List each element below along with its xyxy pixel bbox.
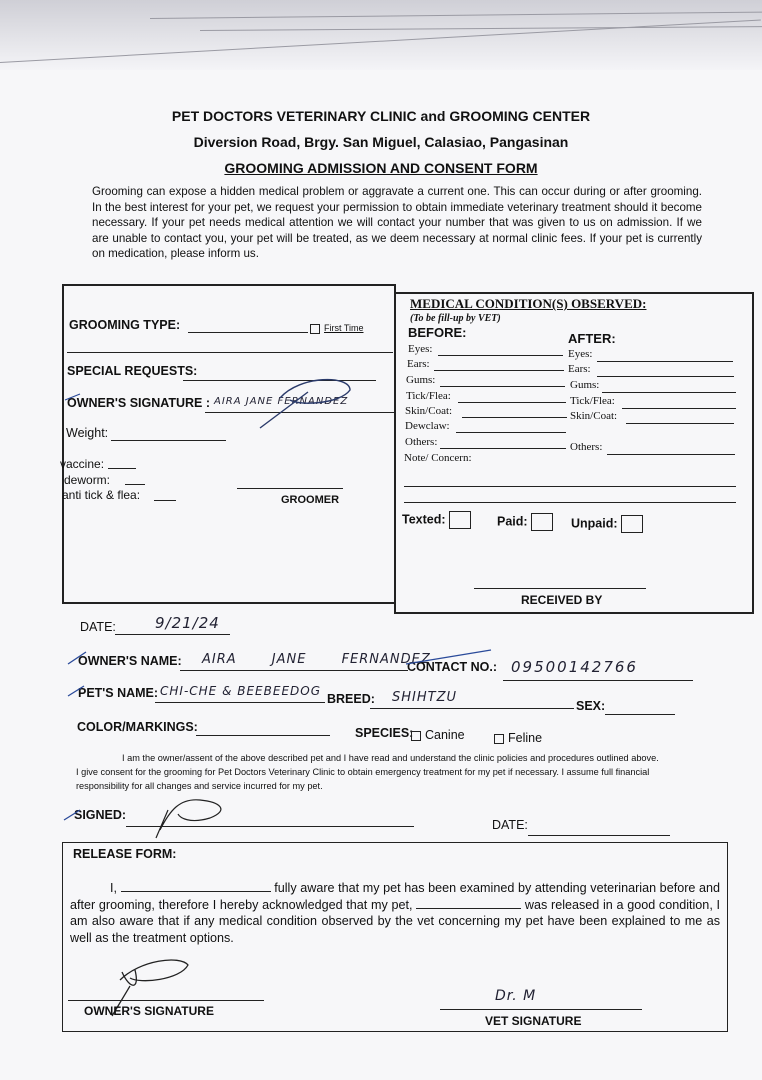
date-value: 9/21/24 xyxy=(155,614,220,632)
before-gums-field[interactable] xyxy=(440,386,565,387)
signed-scribble xyxy=(60,790,260,840)
vet-signature-value: Dr. M xyxy=(495,988,537,1004)
contact-label: CONTACT NO.: xyxy=(407,660,498,674)
release-title: RELEASE FORM: xyxy=(73,847,177,861)
after-eyes: Eyes: xyxy=(568,348,593,360)
deworm-label: deworm: xyxy=(64,473,111,487)
page-shadow xyxy=(0,0,762,70)
first-time-checkbox[interactable] xyxy=(310,324,320,334)
date-label: DATE: xyxy=(80,620,116,634)
color-label: COLOR/MARKINGS: xyxy=(77,720,198,734)
checkmark-strokes xyxy=(66,640,536,720)
before-tick-field[interactable] xyxy=(458,402,566,403)
date-field[interactable] xyxy=(115,634,230,635)
after-tick: Tick/Flea: xyxy=(570,395,615,407)
consent-line-3: responsibility for all changes and service incurred for my pet. xyxy=(76,781,323,791)
grooming-type-field[interactable] xyxy=(188,332,308,333)
after-tick-field[interactable] xyxy=(622,408,736,409)
signed-label: SIGNED: xyxy=(74,808,127,822)
after-others-field[interactable] xyxy=(607,454,735,455)
release-vet-sig-label: VET SIGNATURE xyxy=(485,1014,582,1028)
note-concern: Note/ Concern: xyxy=(404,452,472,464)
canine-option xyxy=(411,728,465,742)
feline-label: Feline xyxy=(508,731,543,745)
unpaid-checkbox[interactable] xyxy=(621,515,643,533)
first-time-label: First Time xyxy=(324,323,364,333)
medical-title: MEDICAL CONDITION(S) OBSERVED: xyxy=(410,296,647,311)
breed-value: SHIHTZU xyxy=(392,690,457,705)
paid-checkbox[interactable] xyxy=(531,513,553,531)
before-others: Others: xyxy=(405,436,438,448)
release-i: I, xyxy=(110,881,117,895)
deworm-field[interactable] xyxy=(125,484,145,485)
received-by-field[interactable] xyxy=(474,588,646,589)
before-dewclaw-field[interactable] xyxy=(456,432,566,433)
pet-name-value: CHI-CHE & BEEBEEDOG xyxy=(160,684,322,698)
release-text-1: fully aware that my pet has been examined by attending veterinarian before and after grooming, therefore I hereby acknowledged that my pet, xyxy=(70,881,721,912)
feline-option xyxy=(494,731,542,745)
after-gums: Gums: xyxy=(570,379,600,391)
before-dewclaw: Dewclaw: xyxy=(405,420,450,432)
before-eyes-field[interactable] xyxy=(438,355,563,356)
before-others-field[interactable] xyxy=(440,448,566,449)
unpaid-label: Unpaid: xyxy=(571,516,618,531)
release-name-field[interactable] xyxy=(121,891,271,892)
texted-label: Texted: xyxy=(402,512,446,527)
paid-option xyxy=(497,513,553,531)
received-by-label: RECEIVED BY xyxy=(521,593,603,607)
before-eyes: Eyes: xyxy=(408,343,433,355)
signature-scribble xyxy=(60,370,400,430)
consent-line-2: I give consent for the grooming for Pet Doctors Veterinary Clinic to obtain emergency treatment for my pet if necessary. I assume full financial xyxy=(76,767,650,777)
unpaid-option xyxy=(571,515,643,533)
medical-subtitle: (To be fill-up by VET) xyxy=(410,313,501,324)
texted-checkbox[interactable] xyxy=(449,511,471,529)
after-ears: Ears: xyxy=(568,363,591,375)
form-title: GROOMING ADMISSION AND CONSENT FORM xyxy=(224,160,538,176)
before-heading: BEFORE: xyxy=(408,325,467,340)
after-eyes-field[interactable] xyxy=(597,361,733,362)
note-line-2[interactable] xyxy=(404,502,736,503)
owner-signature-label: OWNER'S SIGNATURE : xyxy=(67,396,211,410)
special-requests-label: SPECIAL REQUESTS: xyxy=(67,364,198,378)
owner-signature-line[interactable] xyxy=(68,1000,264,1001)
consent-line-1: I am the owner/assent of the above described pet and I have read and understand the clinic policies and procedures outlined above. xyxy=(122,753,659,763)
vaccine-field[interactable] xyxy=(108,468,136,469)
vaccine-label: vaccine: xyxy=(60,457,105,471)
clinic-name: PET DOCTORS VETERINARY CLINIC and GROOMING CENTER xyxy=(171,108,591,124)
first-time-option xyxy=(310,323,364,334)
before-skin-field[interactable] xyxy=(462,417,567,418)
texted-option xyxy=(402,511,471,529)
anti-tick-label: anti tick & flea: xyxy=(62,488,141,502)
after-others: Others: xyxy=(570,441,603,453)
owner-signature-value: AIRA JANE FERNANDEZ xyxy=(214,396,349,407)
sex-field[interactable] xyxy=(605,714,675,715)
weight-label: Weight: xyxy=(66,426,109,440)
groomer-label: GROOMER xyxy=(281,494,340,506)
canine-label: Canine xyxy=(425,728,465,742)
owner-name-label: OWNER'S NAME: xyxy=(78,654,182,668)
signed-date-label: DATE: xyxy=(492,818,528,832)
release-text-2: was released in a good condition, I am also aware that if any medical condition observed by the vet concerning my pet have been explained to me as well as the treatment options. xyxy=(70,897,721,945)
canine-checkbox[interactable] xyxy=(411,731,421,741)
pet-name-label: PET'S NAME: xyxy=(78,686,159,700)
species-label: SPECIES: xyxy=(355,726,414,740)
grooming-type-label: GROOMING TYPE: xyxy=(69,318,181,332)
before-gums: Gums: xyxy=(406,374,436,386)
sex-label: SEX: xyxy=(576,699,606,713)
groomer-signature-field[interactable] xyxy=(237,488,343,489)
intro-paragraph: Grooming can expose a hidden medical problem or aggravate a current one. This can occur during or after grooming. In the best interest for your pet, we request your permission to obtain immediate veterinary treatment should it become necessary. If your pet needs medical attention we will contact your number that was given to us on admission. If we are unable to contact you, your pet will be treated, as we deem necessary at normal clinic fees. If your pet is currently on medication, please inform us. xyxy=(92,185,702,260)
owner-name-value: AIRA JANE FERNANDEZ xyxy=(202,652,431,667)
paid-label: Paid: xyxy=(497,514,528,529)
breed-label: BREED: xyxy=(327,692,375,706)
after-skin: Skin/Coat: xyxy=(570,410,618,422)
vet-signature-line[interactable] xyxy=(440,1009,642,1010)
after-ears-field[interactable] xyxy=(597,376,734,377)
weight-field[interactable] xyxy=(111,440,226,441)
signed-date-field[interactable] xyxy=(528,835,670,836)
note-line-1[interactable] xyxy=(404,486,736,487)
color-field[interactable] xyxy=(196,735,330,736)
release-owner-sig-label: OWNER'S SIGNATURE xyxy=(84,1004,214,1018)
before-ears-field[interactable] xyxy=(434,370,564,371)
release-pet-field[interactable] xyxy=(416,908,521,909)
after-gums-field[interactable] xyxy=(602,392,736,393)
before-skin: Skin/Coat: xyxy=(405,405,453,417)
contact-value: 09500142766 xyxy=(511,658,638,676)
release-text xyxy=(70,880,720,946)
before-ears: Ears: xyxy=(407,358,430,370)
after-skin-field[interactable] xyxy=(626,423,734,424)
after-heading: AFTER: xyxy=(568,331,616,346)
anti-tick-field[interactable] xyxy=(154,500,176,501)
grooming-type-line[interactable] xyxy=(67,352,393,353)
clinic-address: Diversion Road, Brgy. San Miguel, Calasiao, Pangasinan xyxy=(193,134,569,150)
feline-checkbox[interactable] xyxy=(494,734,504,744)
before-tick: Tick/Flea: xyxy=(406,390,451,402)
